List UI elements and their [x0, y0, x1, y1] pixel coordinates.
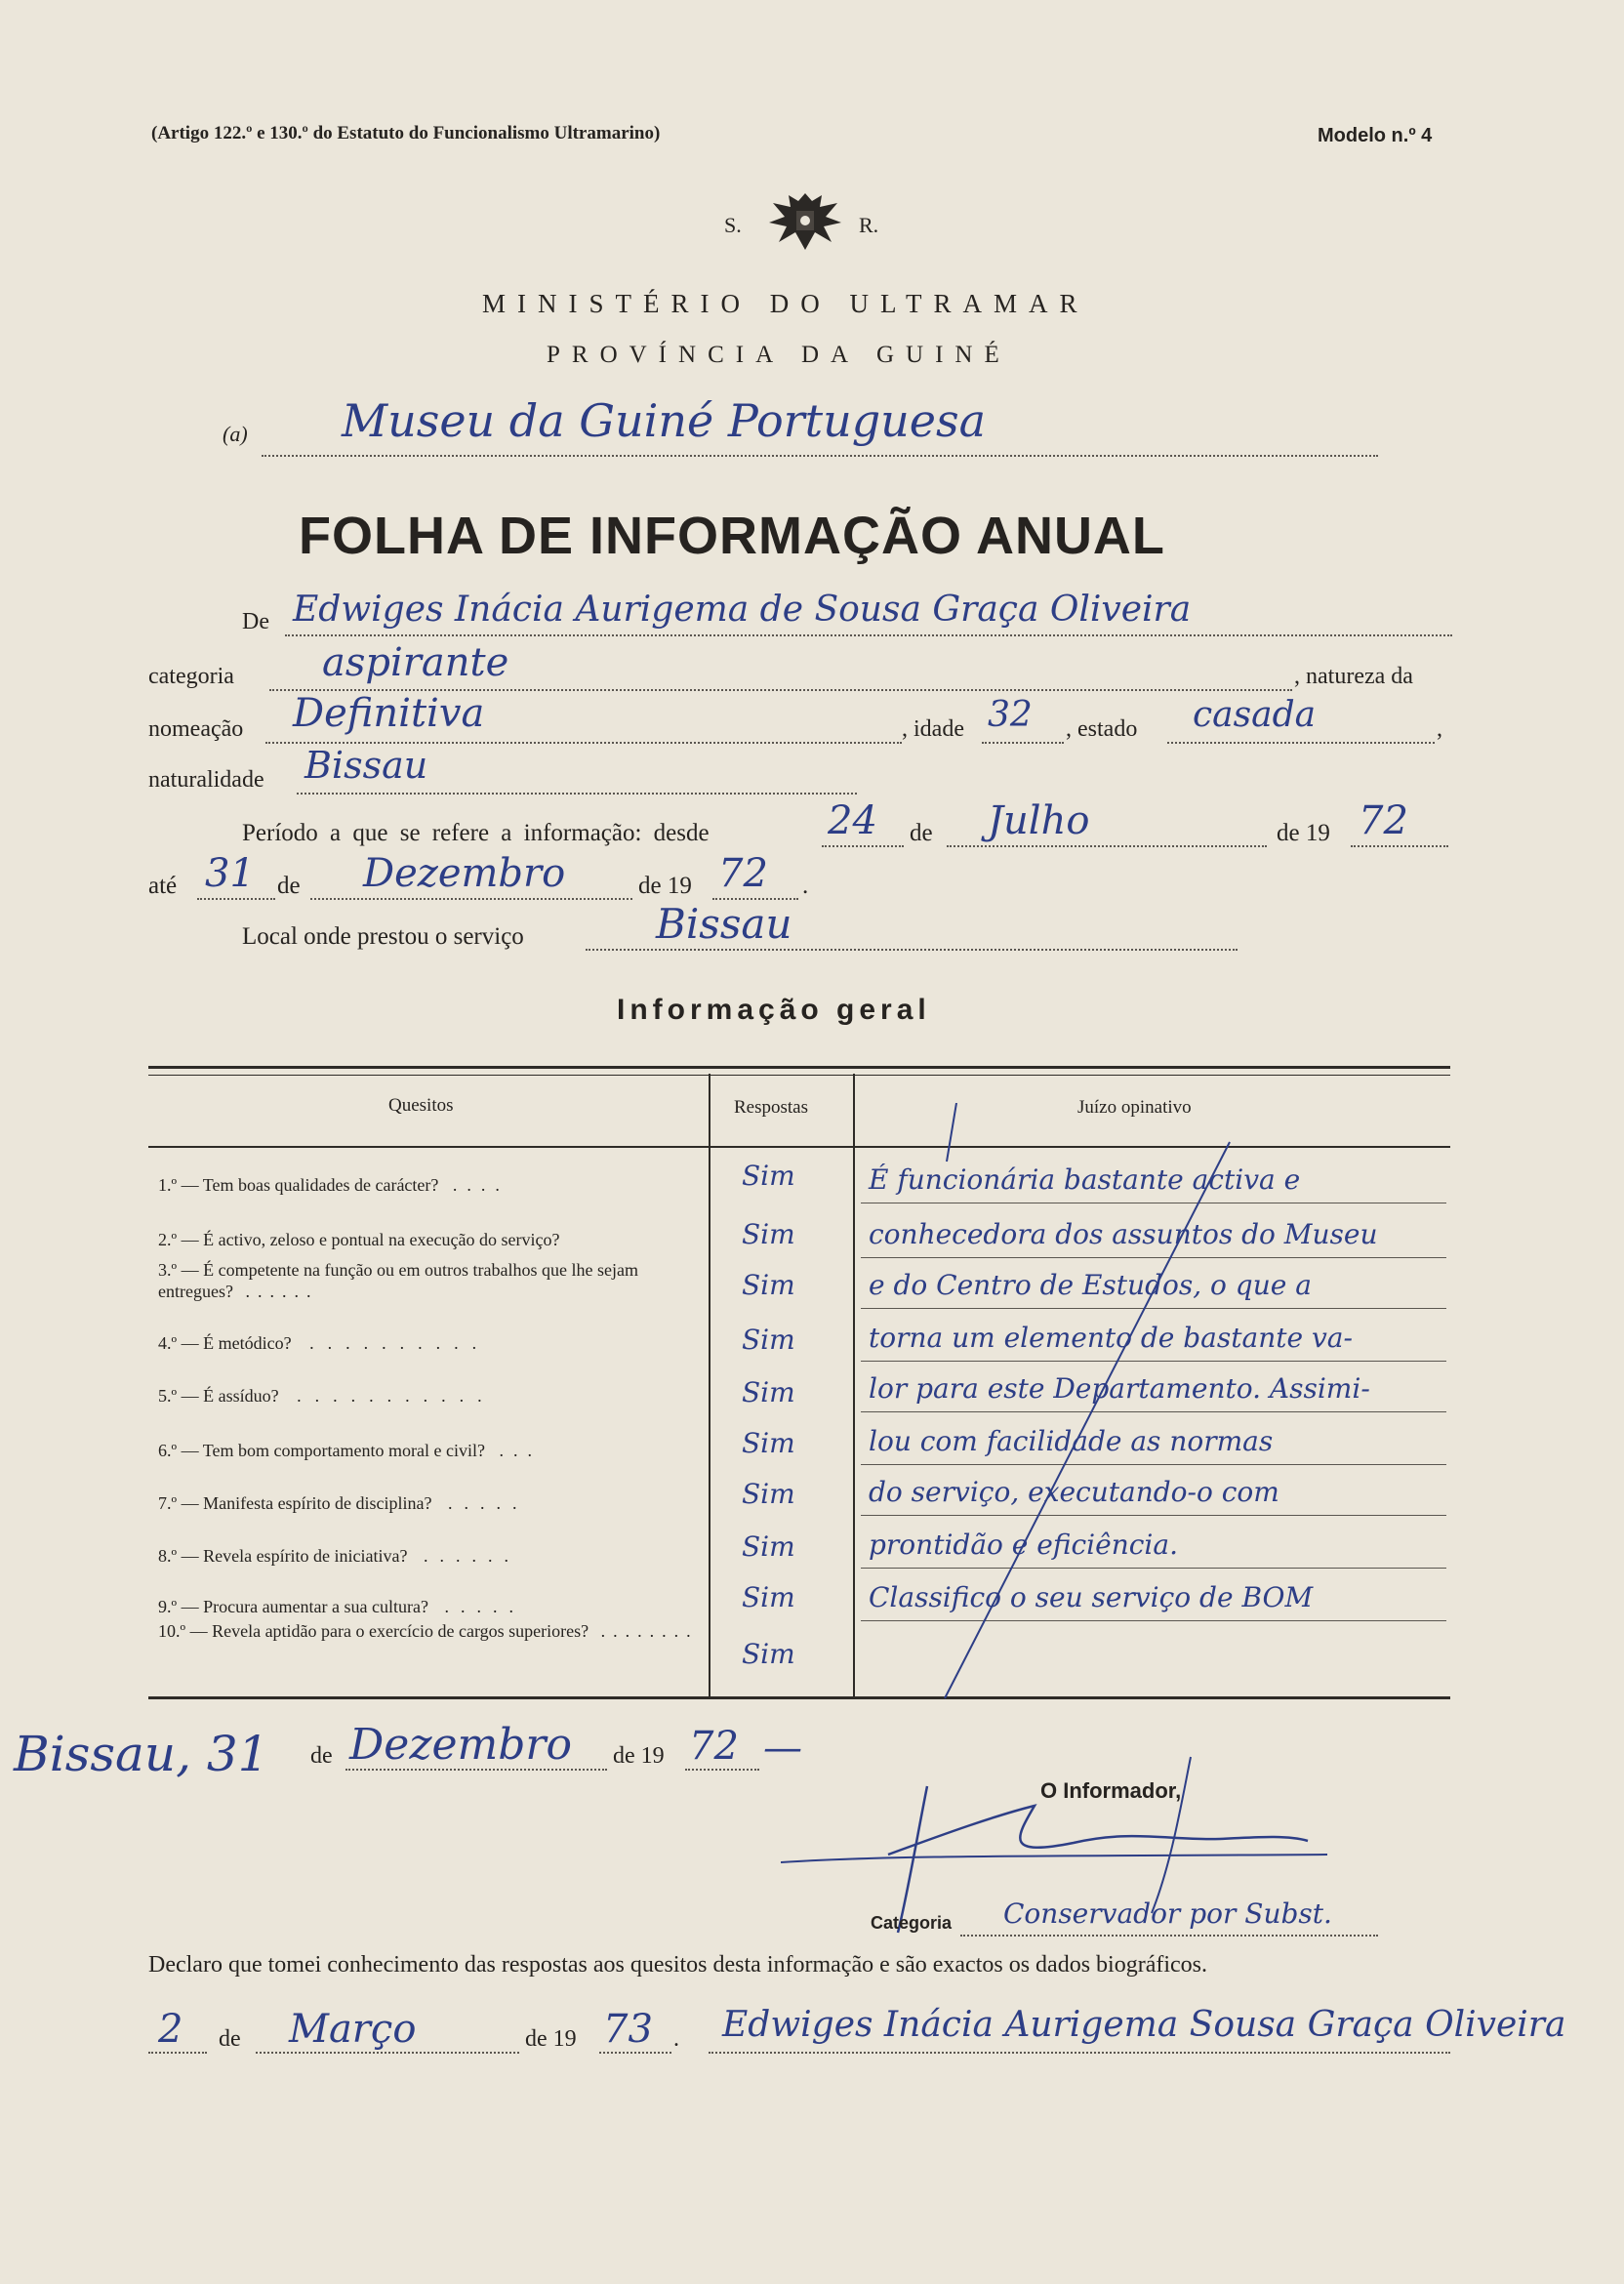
estado-value: casada: [1193, 695, 1317, 735]
question-number: 3.º: [158, 1260, 178, 1280]
question-row-5: 5.º — É assíduo? ...........: [158, 1386, 496, 1406]
place-date-de-label: de: [310, 1743, 333, 1769]
answer-9: Sim: [742, 1581, 795, 1613]
estado-dotted-line: [1167, 742, 1435, 744]
legal-reference: (Artigo 122.º e 130.º do Estatuto do Funcionalismo Ultramarino): [151, 123, 661, 143]
question-number: 4.º: [158, 1333, 178, 1353]
question-number: 2.º: [158, 1230, 178, 1249]
model-number: Modelo n.º 4: [1318, 125, 1433, 146]
question-number: 8.º: [158, 1546, 178, 1566]
question-text: Procura aumentar a sua cultura?: [203, 1597, 428, 1616]
naturalidade-label: naturalidade: [148, 767, 264, 793]
from-year-label: de 19: [1277, 820, 1330, 846]
de-label: De: [242, 609, 269, 634]
seal-letter-s: S.: [724, 213, 742, 237]
opinion-line-5: lor para este Departamento. Assimi-: [869, 1372, 1370, 1405]
to-day-value: 31: [205, 851, 255, 896]
declaration-signature: Edwiges Inácia Aurigema Sousa Graça Oliveira: [722, 2005, 1566, 2045]
informer-categoria-label: Categoria: [871, 1913, 953, 1933]
service-value: Museu da Guiné Portuguesa: [342, 394, 987, 447]
question-number: 7.º: [158, 1493, 178, 1513]
question-number: 9.º: [158, 1597, 178, 1616]
opinion-line-1: É funcionária bastante activa e: [869, 1163, 1301, 1196]
place-date-dash: —: [763, 1726, 802, 1771]
declaration-month: Março: [289, 2007, 417, 2052]
opinion-closing-stroke: [937, 1103, 1288, 1708]
place-date-year-label: de 19: [613, 1743, 665, 1769]
categoria-label: categoria: [148, 664, 234, 689]
column-divider-1: [709, 1074, 710, 1696]
declaration-signature-dotted-line: [709, 2052, 1450, 2054]
idade-label: , idade: [902, 716, 964, 742]
opinion-line-7: do serviço, executando-o com: [869, 1476, 1279, 1508]
informer-categoria-dotted-line: [960, 1935, 1378, 1937]
question-number: 5.º: [158, 1386, 178, 1406]
opinion-line-6: lou com facilidade as normas: [869, 1425, 1274, 1457]
question-text: É competente na função ou em outros trabalhos que lhe sejam entregues?: [158, 1260, 638, 1301]
declaration-text: Declaro que tomei conhecimento das respostas aos quesitos desta informação e são exactos os dados biográficos.: [148, 1952, 1208, 1978]
question-row-1: 1.º — Tem boas qualidades de carácter? ....: [158, 1175, 509, 1195]
question-text: É assíduo?: [203, 1386, 279, 1406]
declaration-year: 73: [603, 2007, 653, 2052]
question-text: Tem boas qualidades de carácter?: [202, 1175, 439, 1195]
naturalidade-dotted-line: [297, 793, 857, 795]
form-title: FOLHA DE INFORMAÇÃO ANUAL: [299, 507, 1165, 565]
question-number: 10.º: [158, 1621, 186, 1641]
question-row-10: 10.º — Revela aptidão para o exercício de cargos superiores? ........: [158, 1621, 699, 1641]
question-text: Revela aptidão para o exercício de cargos superiores?: [212, 1621, 589, 1641]
question-row-4: 4.º — É metódico? ..........: [158, 1333, 491, 1353]
answer-5: Sim: [742, 1376, 795, 1408]
idade-dotted-line: [982, 742, 1064, 744]
question-row-9: 9.º — Procura aumentar a sua cultura? .....: [158, 1597, 525, 1616]
nomeacao-label: nomeação: [148, 716, 244, 742]
from-day-dotted-line: [822, 845, 904, 847]
col-header-opinion: Juízo opinativo: [1077, 1097, 1192, 1118]
to-month-dotted-line: [310, 898, 632, 900]
question-text: Manifesta espírito de disciplina?: [203, 1493, 432, 1513]
question-row-7: 7.º — Manifesta espírito de disciplina? .....: [158, 1493, 529, 1513]
answer-3: Sim: [742, 1269, 795, 1301]
table-top-rule: [148, 1066, 1450, 1076]
natureza-label: , natureza da: [1294, 664, 1413, 689]
estado-label: , estado: [1066, 716, 1138, 742]
opinion-line-4: torna um elemento de bastante va-: [869, 1322, 1353, 1354]
question-number: 6.º: [158, 1441, 178, 1460]
idade-value: 32: [988, 695, 1033, 735]
column-divider-2: [853, 1074, 855, 1696]
answer-10: Sim: [742, 1638, 795, 1670]
to-de-label: de: [277, 873, 301, 899]
question-text: É activo, zeloso e pontual na execução do serviço?: [203, 1230, 560, 1249]
col-header-questions: Quesitos: [388, 1095, 454, 1116]
ate-label: até: [148, 873, 178, 899]
service-label: (a): [223, 422, 248, 446]
answer-4: Sim: [742, 1324, 795, 1356]
from-de-label: de: [910, 820, 933, 846]
from-month-value: Julho: [988, 798, 1090, 843]
categoria-value: aspirante: [322, 640, 509, 685]
to-period-end: .: [802, 873, 809, 899]
service-dotted-line: [262, 455, 1378, 457]
from-day-value: 24: [828, 798, 877, 843]
seal-letter-r: R.: [859, 213, 879, 237]
opinion-line-3: e do Centro de Estudos, o que a: [869, 1269, 1312, 1301]
nomeacao-value: Definitiva: [293, 691, 485, 736]
naturalidade-value: Bissau: [304, 744, 428, 787]
to-year-value: 72: [718, 851, 768, 896]
informer-label: O Informador,: [1040, 1778, 1182, 1803]
local-value: Bissau: [656, 900, 792, 948]
declaration-year-dotted-line: [599, 2052, 671, 2054]
coat-of-arms-emblem: [761, 187, 849, 254]
question-text: Revela espírito de iniciativa?: [203, 1546, 408, 1566]
declaration-de-label: de: [219, 2026, 241, 2052]
informer-categoria-value: Conservador por Subst.: [1003, 1897, 1332, 1930]
place-date-year-dotted-line: [685, 1769, 759, 1771]
question-number: 1.º: [158, 1175, 178, 1195]
to-month-value: Dezembro: [363, 851, 566, 896]
declaration-day-dotted-line: [148, 2052, 207, 2054]
opinion-line-2: conhecedora dos assuntos do Museu: [869, 1218, 1378, 1250]
to-day-dotted-line: [197, 898, 275, 900]
place-date-year: 72: [689, 1724, 739, 1769]
question-row-3: 3.º — É competente na função ou em outros trabalhos que lhe sejam entregues? ......: [158, 1260, 638, 1301]
name-dotted-line: [285, 634, 1452, 636]
question-row-6: 6.º — Tem bom comportamento moral e civil? ...: [158, 1441, 542, 1460]
from-month-dotted-line: [947, 845, 1267, 847]
to-year-label: de 19: [638, 873, 692, 899]
province-title: PROVÍNCIA DA GUINÉ: [547, 342, 1011, 368]
declaration-day: 2: [158, 2007, 183, 2052]
local-label: Local onde prestou o serviço: [242, 923, 524, 950]
estado-comma: ,: [1437, 716, 1442, 742]
answer-8: Sim: [742, 1530, 795, 1563]
place-date-value: Bissau, 31: [14, 1726, 269, 1782]
question-row-2: 2.º — É activo, zeloso e pontual na execução do serviço?: [158, 1230, 560, 1249]
question-text: Tem bom comportamento moral e civil?: [202, 1441, 485, 1460]
opinion-line-9: Classifico o seu serviço de BOM: [869, 1581, 1314, 1613]
declaration-year-label: de 19: [525, 2026, 577, 2052]
answer-1: Sim: [742, 1160, 795, 1192]
question-row-8: 8.º — Revela espírito de iniciativa? ......: [158, 1546, 521, 1566]
answer-7: Sim: [742, 1478, 795, 1510]
employee-name: Edwiges Inácia Aurigema de Sousa Graça Oliveira: [293, 590, 1192, 630]
general-info-heading: Informação geral: [617, 994, 931, 1026]
from-year-dotted-line: [1351, 845, 1448, 847]
from-year-value: 72: [1359, 798, 1408, 843]
local-dotted-line: [586, 949, 1238, 951]
declaration-period: .: [673, 2026, 679, 2052]
question-text: É metódico?: [203, 1333, 292, 1353]
answer-2: Sim: [742, 1218, 795, 1250]
col-header-answers: Respostas: [734, 1097, 808, 1118]
answer-6: Sim: [742, 1427, 795, 1459]
declaration-month-dotted-line: [256, 2052, 519, 2054]
place-date-month: Dezembro: [349, 1720, 572, 1770]
period-label: Período a que se refere a informação: desde: [242, 820, 710, 846]
ministry-title: MINISTÉRIO DO ULTRAMAR: [482, 289, 1089, 318]
opinion-line-8: prontidão e eficiência.: [869, 1529, 1178, 1561]
